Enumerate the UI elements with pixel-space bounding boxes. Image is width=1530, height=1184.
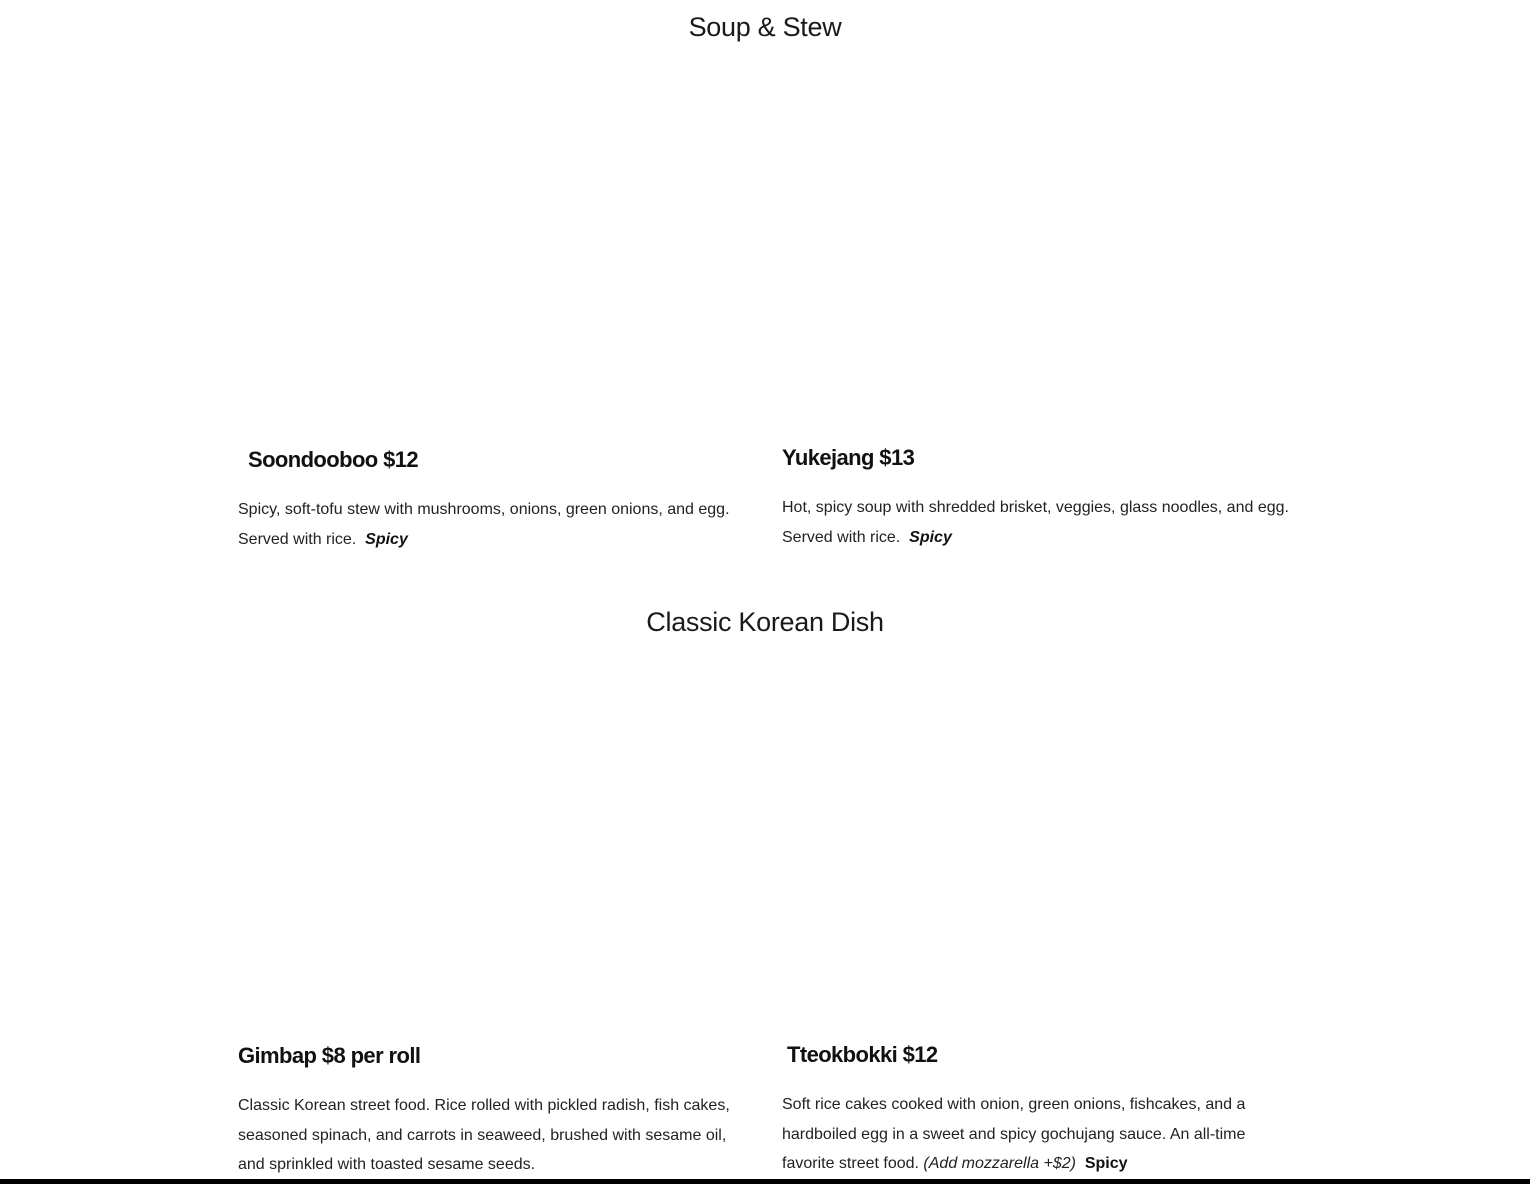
description-text: Spicy, soft-tofu stew with mushrooms, onions, green onions, and egg. Served with rice.	[238, 501, 730, 548]
description-text: Hot, spicy soup with shredded brisket, veggies, glass noodles, and egg. Served with rice.	[782, 499, 1289, 546]
menu-item-description	[782, 493, 1292, 552]
menu-item-title: Soondooboo $12	[248, 447, 419, 472]
menu-item-tteokbokki	[787, 1042, 1307, 1068]
spicy-tag: Spicy	[365, 530, 408, 548]
menu-item-soondooboo	[248, 447, 768, 473]
menu-item-gimbap	[238, 1043, 758, 1069]
spicy-tag: Spicy	[1084, 1155, 1128, 1172]
menu-item-title: Tteokbokki $12	[787, 1042, 938, 1067]
spicy-tag: Spicy	[909, 528, 952, 546]
menu-item-title: Gimbap $8 per roll	[238, 1043, 421, 1068]
menu-item-description	[238, 495, 738, 554]
menu-item-gimbap-body	[238, 1091, 738, 1180]
section-title-soup-stew: Soup & Stew	[688, 12, 842, 42]
description-text: Soft rice cakes cooked with onion, green onions, fishcakes, and a hardboiled egg in a sweet and spicy gochujang sauce. An all-time favorite street food.	[782, 1096, 1246, 1172]
bottom-border	[0, 1179, 1530, 1184]
menu-item-soondooboo-body	[238, 495, 738, 554]
menu-item-title: Yukejang $13	[782, 445, 915, 470]
menu-item-description: Classic Korean street food. Rice rolled with pickled radish, fish cakes, seasoned spinach, and carrots in seaweed, brushed with sesame oil, and sprinkled with toasted sesame seeds.	[238, 1097, 730, 1173]
section-title-classic-korean-dish: Classic Korean Dish	[646, 607, 884, 637]
menu-item-tteokbokki-body	[782, 1090, 1292, 1179]
menu-item-yukejang-body	[782, 493, 1292, 552]
addon-note: (Add mozzarella +$2)	[923, 1155, 1076, 1172]
menu-item-description	[782, 1090, 1292, 1179]
menu-item-yukejang	[782, 445, 1302, 471]
